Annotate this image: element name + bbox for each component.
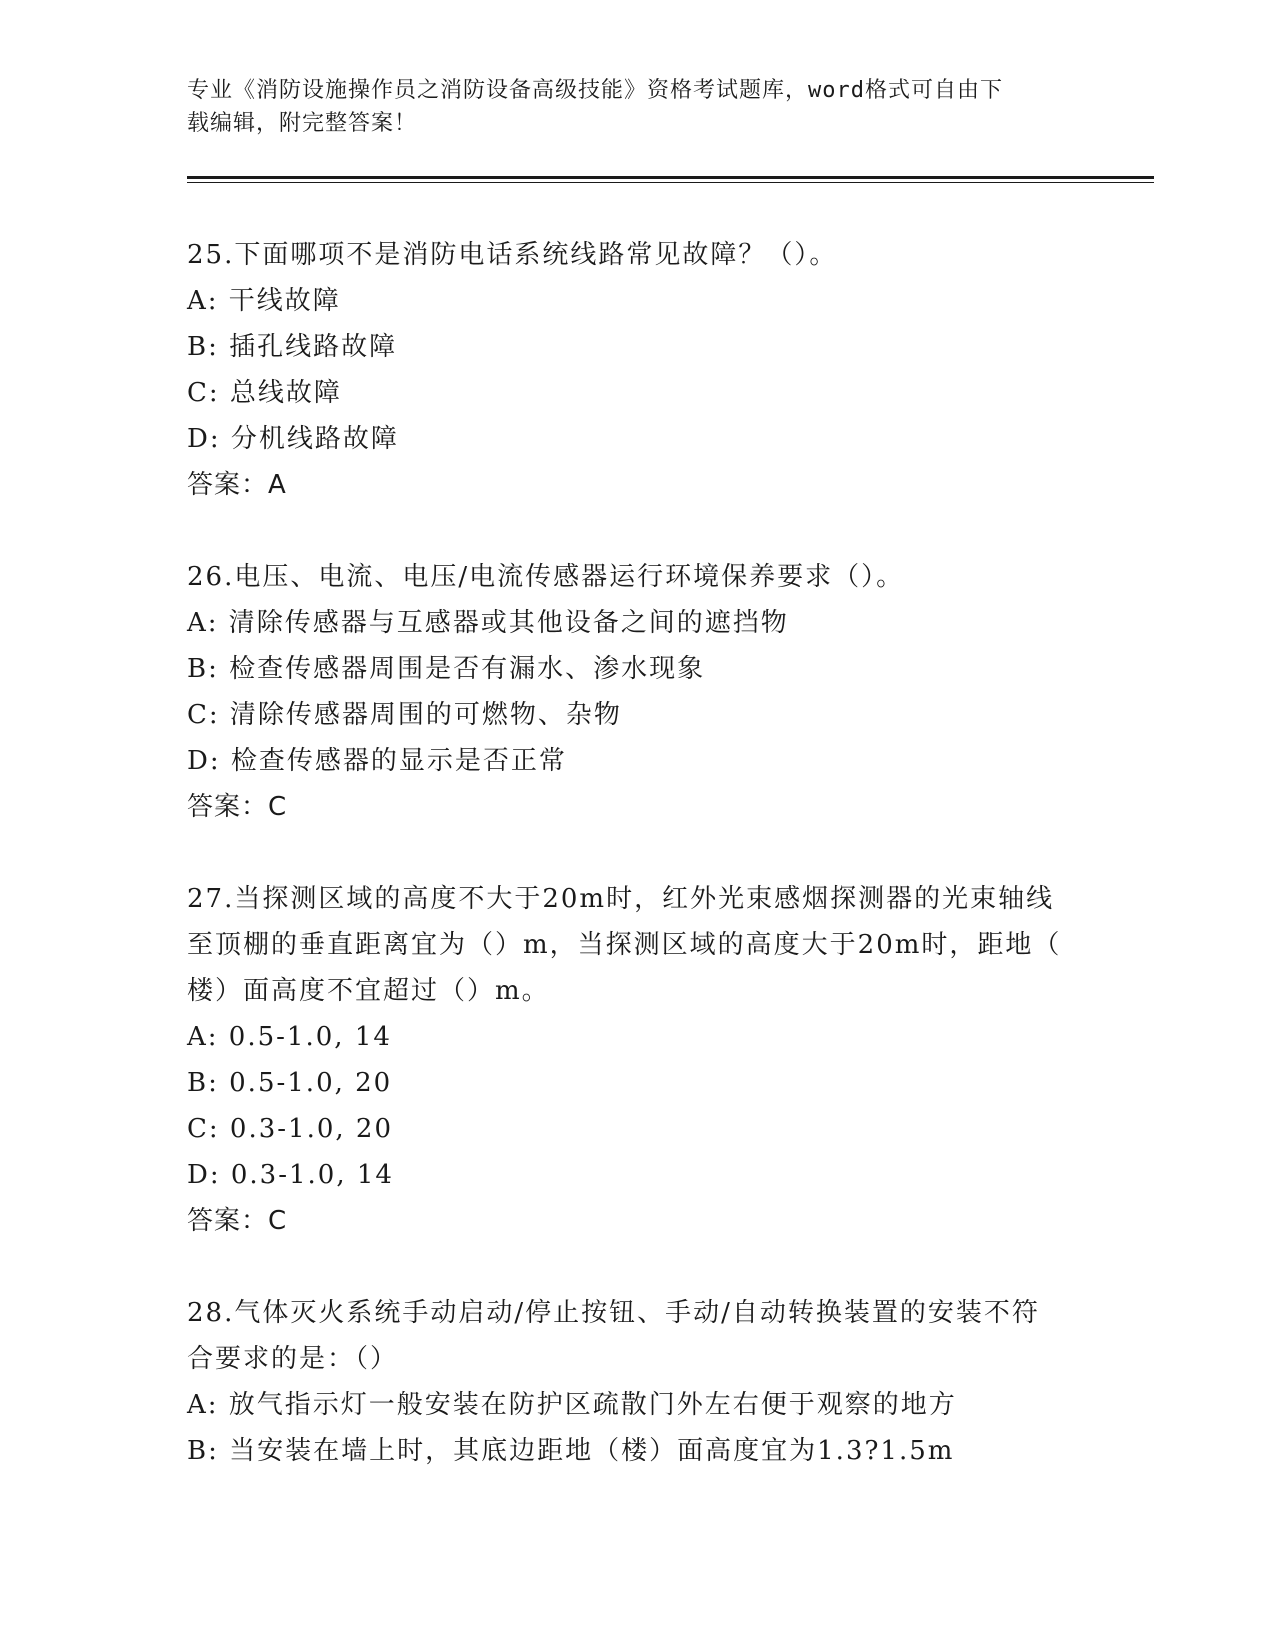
- question-block: [187, 232, 1087, 508]
- question-stem-line: 28.气体灭火系统手动启动/停止按钮、手动/自动转换装置的安装不符: [187, 1298, 1040, 1328]
- question-option: C: 0.3-1.0, 20: [187, 1114, 394, 1144]
- question-stem-line: 25.下面哪项不是消防电话系统线路常见故障？（）。: [187, 240, 838, 270]
- question-option: A: 0.5-1.0, 14: [187, 1022, 392, 1052]
- header-divider-thin: [187, 182, 1154, 183]
- question-option: D: 检查传感器的显示是否正常: [187, 746, 567, 776]
- header-line-2: 载编辑，附完整答案！: [187, 111, 418, 136]
- question-option: A: 干线故障: [187, 286, 341, 316]
- question-stem-line: 27.当探测区域的高度不大于20m时，红外光束感烟探测器的光束轴线: [187, 884, 1055, 914]
- question-option: C: 总线故障: [187, 378, 342, 408]
- question-stem-line: 楼）面高度不宜超过（）m。: [187, 976, 550, 1006]
- question-list: [187, 232, 1087, 1520]
- question-answer: 答案：C: [187, 792, 288, 822]
- question-stem-line: 至顶棚的垂直距离宜为（）m，当探测区域的高度大于20m时，距地（: [187, 930, 1062, 960]
- question-option: C: 清除传感器周围的可燃物、杂物: [187, 700, 622, 730]
- question-answer: 答案：C: [187, 1206, 288, 1236]
- question-block: [187, 554, 1087, 830]
- question-answer: 答案：A: [187, 470, 287, 500]
- question-stem-line: 26.电压、电流、电压/电流传感器运行环境保养要求（）。: [187, 562, 905, 592]
- document-header: [187, 74, 1067, 140]
- question-stem-line: 合要求的是：（）: [187, 1344, 399, 1374]
- question-block: [187, 1290, 1087, 1474]
- question-block: [187, 876, 1087, 1244]
- header-line-1: 专业《消防设施操作员之消防设备高级技能》资格考试题库，word格式可自由下: [187, 78, 1003, 103]
- question-option: D: 分机线路故障: [187, 424, 399, 454]
- question-option: B: 0.5-1.0, 20: [187, 1068, 393, 1098]
- question-option: B: 检查传感器周围是否有漏水、渗水现象: [187, 654, 706, 684]
- question-option: A: 清除传感器与互感器或其他设备之间的遮挡物: [187, 608, 789, 638]
- question-option: B: 当安装在墙上时，其底边距地（楼）面高度宜为1.3?1.5m: [187, 1436, 955, 1466]
- question-option: A: 放气指示灯一般安装在防护区疏散门外左右便于观察的地方: [187, 1390, 957, 1420]
- question-option: D: 0.3-1.0, 14: [187, 1160, 394, 1190]
- header-divider-thick: [187, 176, 1154, 179]
- question-option: B: 插孔线路故障: [187, 332, 398, 362]
